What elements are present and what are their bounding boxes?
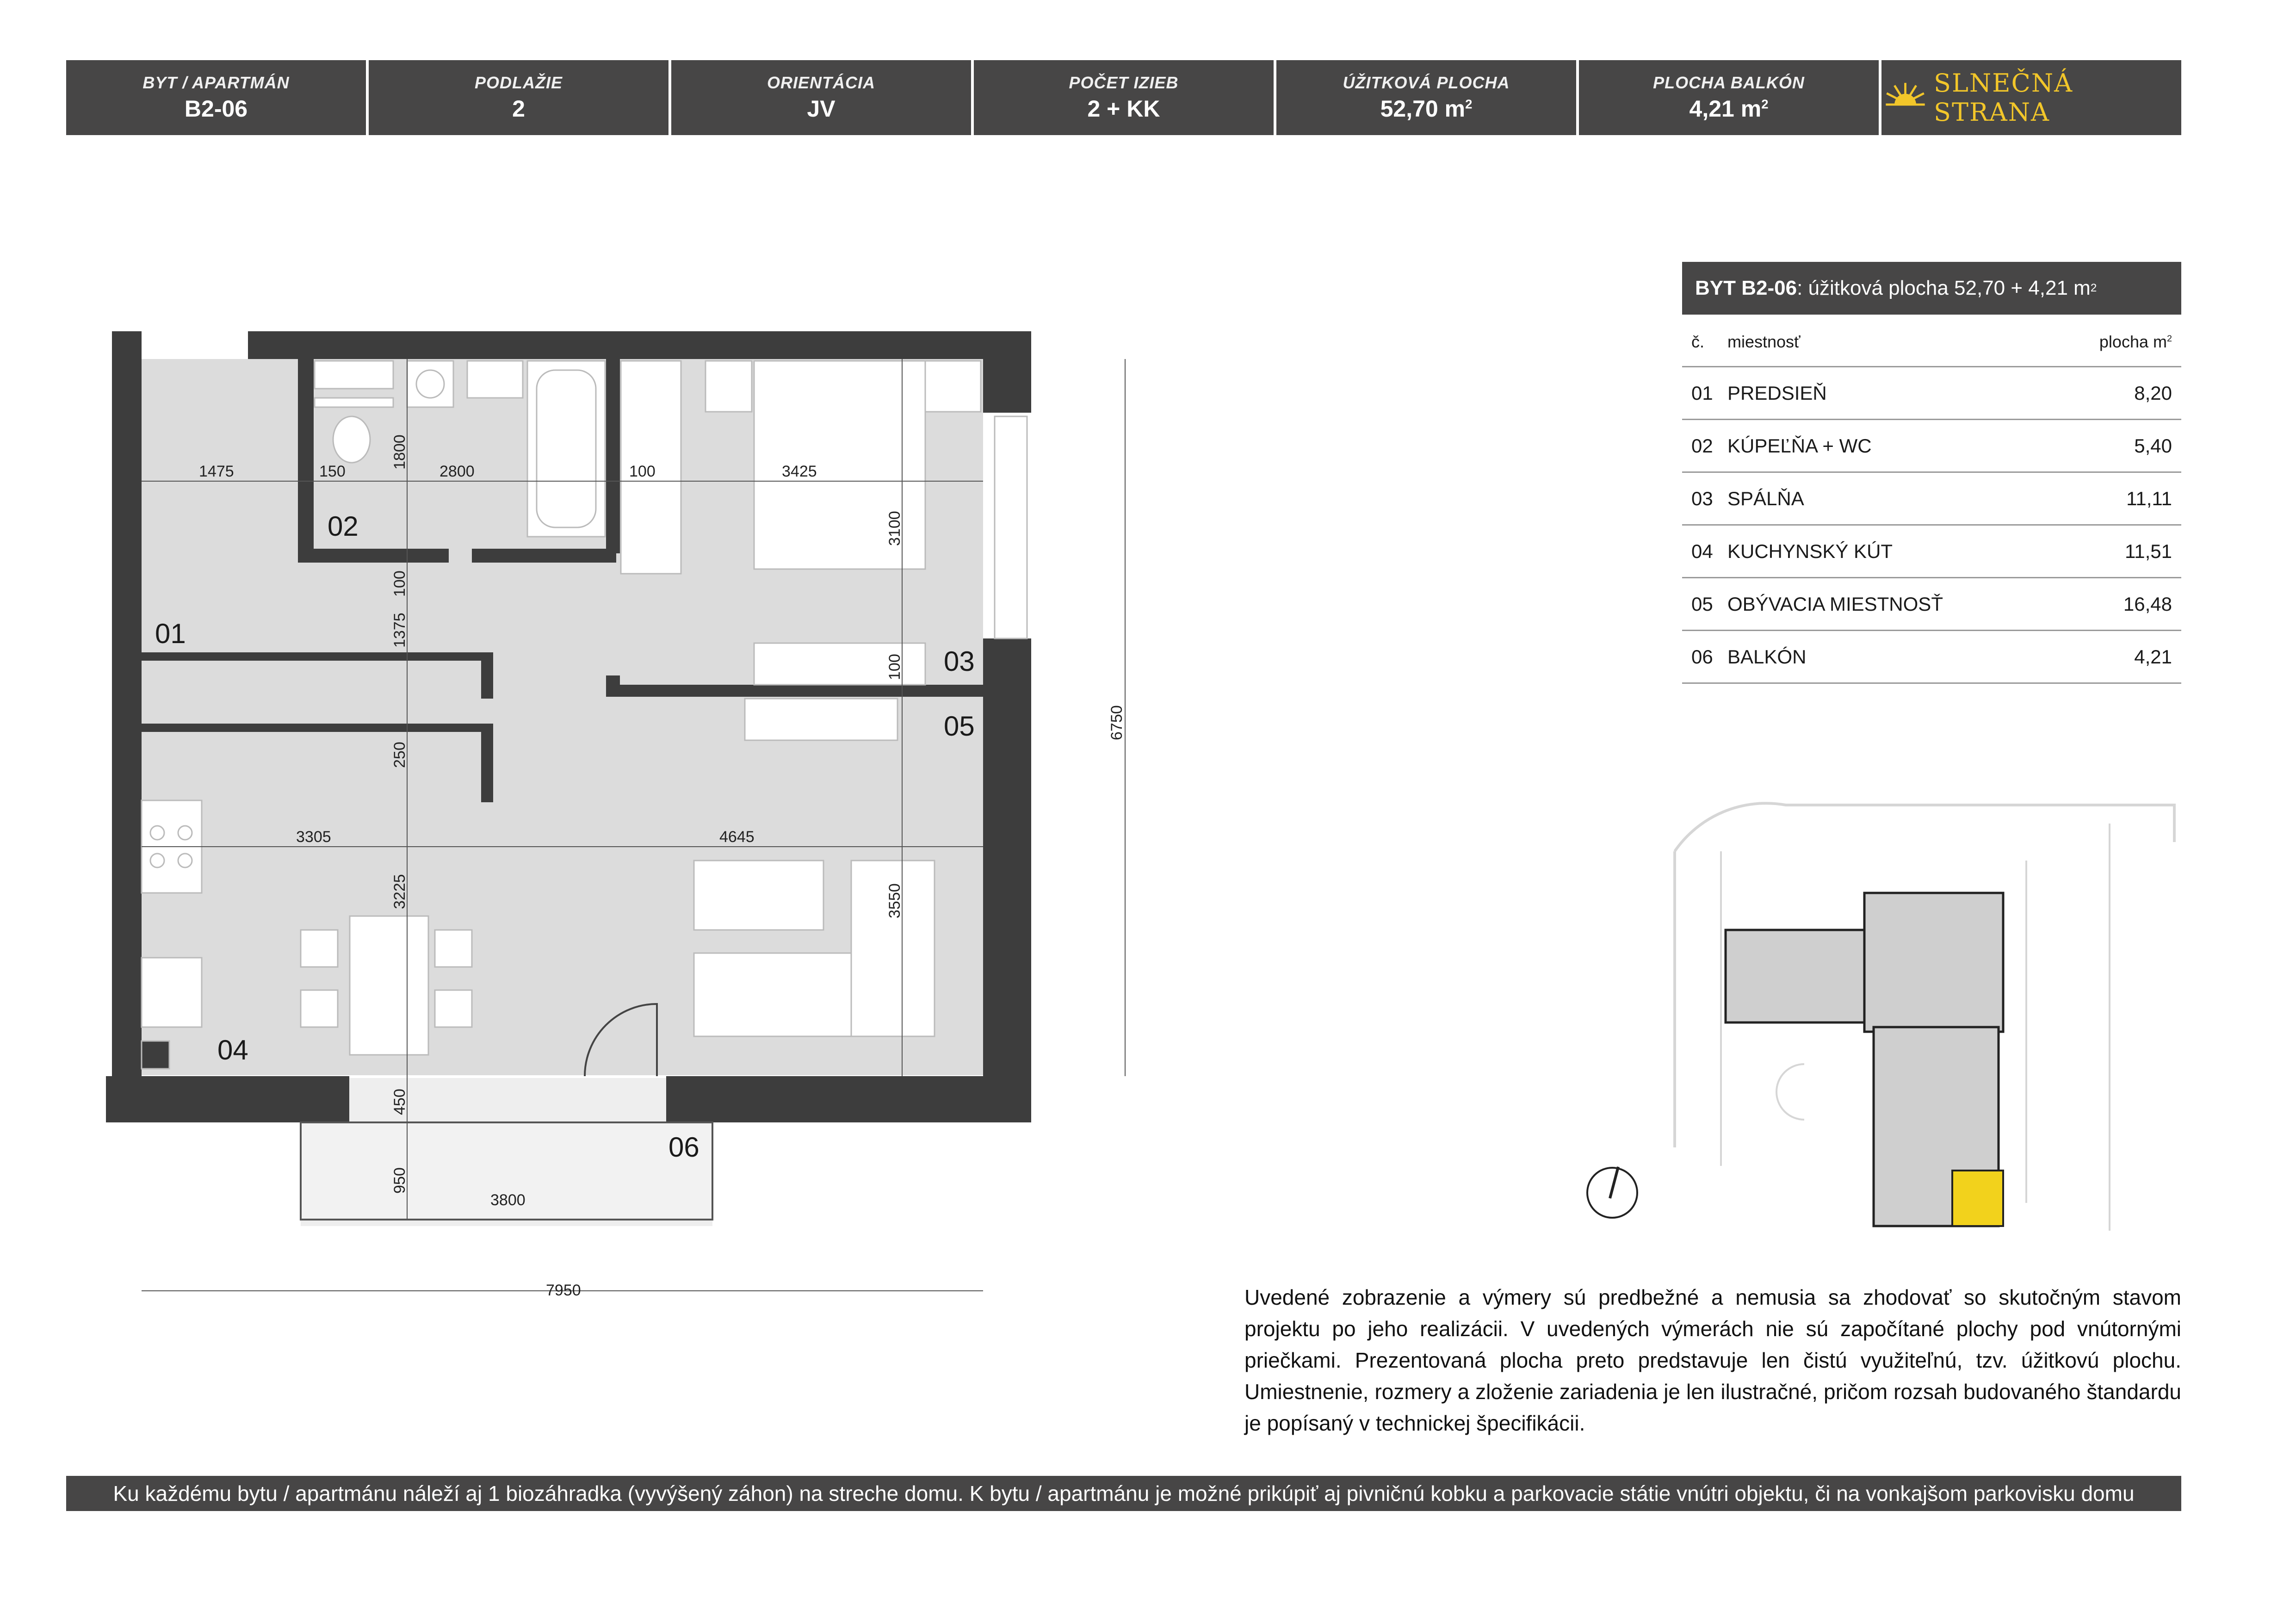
dim-3225: 3225 <box>391 874 408 909</box>
dim-3550: 3550 <box>886 883 904 918</box>
dim-100-c: 100 <box>886 654 904 680</box>
footer-bar: Ku každému bytu / apartmánu náleží aj 1 biozáhradka (vyvýšený záhon) na streche domu. K bytu / apartmánu je možné prikúpiť aj pivničnú kobku a parkovacie státie vnútri objektu, či na vonkajšom parkovisku domu <box>66 1476 2181 1511</box>
orientation-value: JV <box>807 96 835 122</box>
table-row: 06 BALKÓN 4,21 <box>1682 631 2181 684</box>
unit-value: B2-06 <box>184 96 248 122</box>
col-no: č. <box>1691 332 1705 351</box>
table-row: 04 KUCHYNSKÝ KÚT 11,51 <box>1682 526 2181 578</box>
usable-area-label: ÚŽITKOVÁ PLOCHA <box>1343 73 1510 92</box>
dim-100-a: 100 <box>629 463 656 480</box>
balcony-area-value: 4,21 $m^2$ <box>1689 96 1769 122</box>
rooms-value: 2 + KK <box>1087 96 1160 122</box>
dim-6750: 6750 <box>1108 705 1126 740</box>
room-table-title: BYT B2-06 : úžitková plocha 52,70 + 4,21 m 2 <box>1682 262 2181 315</box>
room-label-03: 03 <box>944 646 975 677</box>
entrance-gap <box>142 331 248 359</box>
room-label-01: 01 <box>155 618 186 649</box>
table-row: 01 PREDSIEŇ 8,20 <box>1682 367 2181 420</box>
table-row: 05 OBÝVACIA MIESTNOSŤ 16,48 <box>1682 578 2181 631</box>
disclaimer-text: Uvedené zobrazenie a výmery sú predbežné a nemusia sa zhodovať so skutočným stavom projektu po jeho realizácii. V uvedených výmerách nie sú započítané plochy pod vnútornými priečkami. Prezentovaná plocha preto predstavuje len čistú využiteľnú, tzv. úžitkovú plochu. Umiestnenie, rozmery a zloženie zariadenia je len ilustračné, pričom rozsah budovaného štandardu je popísaný v technickej špecifikácii. <box>1244 1285 2181 1435</box>
floor-value: 2 <box>512 96 525 122</box>
table-row: 03 SPÁLŇA 11,11 <box>1682 473 2181 526</box>
floor-label: PODLAŽIE <box>474 73 563 92</box>
room-table <box>1682 317 2181 684</box>
dim-3305: 3305 <box>296 828 331 846</box>
unit-label: BYT / APARTMÁN <box>142 73 290 92</box>
dim-1375: 1375 <box>391 613 408 648</box>
room-table-header <box>1682 317 2181 367</box>
dim-3100: 3100 <box>886 511 904 546</box>
dim-950: 950 <box>391 1167 408 1194</box>
room-label-02: 02 <box>328 511 359 542</box>
room-label-04: 04 <box>217 1035 248 1065</box>
col-room: miestnosť <box>1727 332 1801 351</box>
dim-2800: 2800 <box>439 463 475 480</box>
room-label-06: 06 <box>668 1132 699 1163</box>
table-row: 02 KÚPEĽŇA + WC 5,40 <box>1682 420 2181 473</box>
rooms-label: POČET IZIEB <box>1069 73 1179 92</box>
usable-area-value: 52,70 $m^2$ <box>1380 96 1473 122</box>
dim-450: 450 <box>391 1089 408 1115</box>
dim-150: 150 <box>319 463 346 480</box>
dim-3425: 3425 <box>782 463 817 480</box>
balcony-area-label: PLOCHA BALKÓN <box>1653 73 1805 92</box>
site-plan <box>1587 803 2174 1231</box>
brand-name: SLNEČNÁ STRANA <box>1934 68 2073 127</box>
orientation-label: ORIENTÁCIA <box>767 73 875 92</box>
room-label-05: 05 <box>944 711 975 742</box>
dim-250: 250 <box>391 742 408 768</box>
dim-3800: 3800 <box>490 1191 526 1209</box>
unit-location-highlight <box>1952 1171 2003 1226</box>
dim-4645: 4645 <box>719 828 755 846</box>
dim-7950: 7950 <box>546 1282 581 1299</box>
col-area: plocha $m^2$ <box>2099 332 2172 351</box>
dim-1475: 1475 <box>199 463 234 480</box>
dim-100-b: 100 <box>391 570 408 597</box>
dim-1800: 1800 <box>391 434 408 470</box>
